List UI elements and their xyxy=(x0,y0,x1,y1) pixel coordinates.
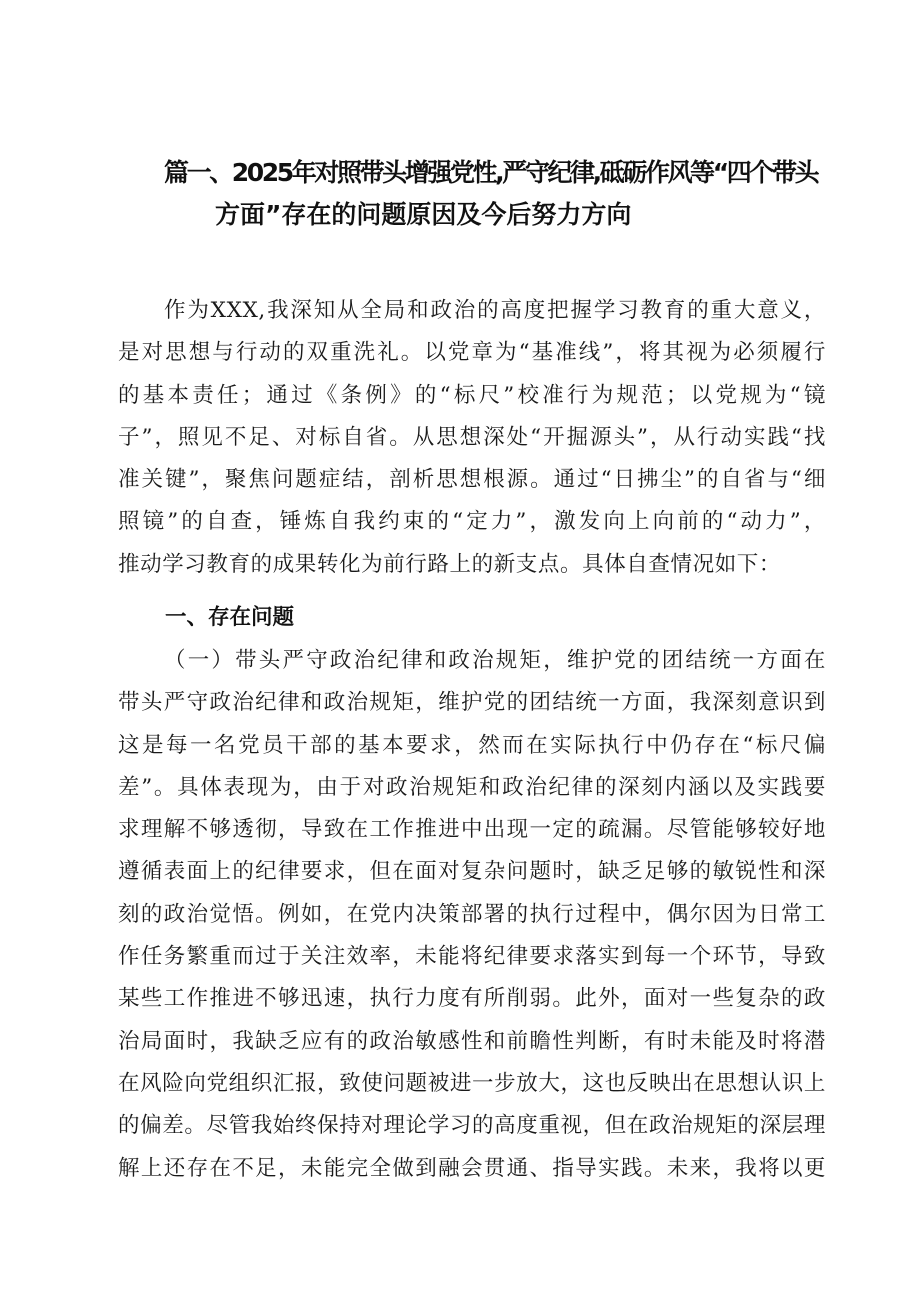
paragraph-line: 解上还存在不足，未能完全做到融会贯通、指导实践。未来，我将以更 xyxy=(118,1155,826,1181)
document-title xyxy=(118,152,818,236)
title-line-1: 篇一、2025年对照带头增强党性,严守纪律,砥砺作风等“四个带头 xyxy=(164,158,818,187)
paragraph-line: 推动学习教育的成果转化为前行路上的新支点。具体自查情况如下： xyxy=(118,551,782,577)
paragraph-line: 刻的政治觉悟。例如，在党内决策部署的执行过程中，偶尔因为日常工 xyxy=(118,901,826,927)
paragraph-line: 子”，照见不足、对标自省。从思想深处“开掘源头”，从行动实践“找 xyxy=(118,424,826,450)
paragraph-line: 治局面时，我缺乏应有的政治敏感性和前瞻性判断，有时未能及时将潜 xyxy=(118,1028,826,1054)
paragraph-line: 带头严守政治纪律和政治规矩，维护党的团结统一方面，我深刻意识到 xyxy=(118,690,826,716)
section-heading: 一、存在问题 xyxy=(165,605,295,630)
paragraph-line: 作为XXX,我深知从全局和政治的高度把握学习教育的重大意义， xyxy=(164,298,826,323)
paragraph-line: 照镜”的自查，锤炼自我约束的“定力”，激发向上向前的“动力”， xyxy=(118,509,826,535)
paragraph-line: 作任务繁重而过于关注效率，未能将纪律要求落实到每一个环节，导致 xyxy=(118,944,826,970)
intro-paragraph xyxy=(118,290,826,586)
paragraph-line: 是对思想与行动的双重洗礼。以党章为“基准线”，将其视为必须履行 xyxy=(118,340,826,366)
paragraph-line: 这是每一名党员干部的基本要求，然而在实际执行中仍存在“标尺偏 xyxy=(118,732,826,758)
paragraph-line: 遵循表面上的纪律要求，但在面对复杂问题时，缺乏足够的敏锐性和深 xyxy=(118,859,826,885)
paragraph-line: （一）带头严守政治纪律和政治规矩，维护党的团结统一方面在 xyxy=(164,648,826,673)
title-line-2: 方面”存在的问题原因及今后努力方向 xyxy=(215,200,632,229)
paragraph-line: 某些工作推进不够迅速，执行力度有所削弱。此外，面对一些复杂的政 xyxy=(118,986,826,1012)
paragraph-line: 的偏差。尽管我始终保持对理论学习的高度重视，但在政治规矩的深层理 xyxy=(118,1113,826,1139)
paragraph-line: 准关键”，聚焦问题症结，剖析思想根源。通过“日拂尘”的自省与“细 xyxy=(118,467,826,493)
paragraph-line: 求理解不够透彻，导致在工作推进中出现一定的疏漏。尽管能够较好地 xyxy=(118,817,826,843)
paragraph-line: 差”。具体表现为，由于对政治规矩和政治纪律的深刻内涵以及实践要 xyxy=(118,774,826,800)
paragraph-line: 在风险向党组织汇报，致使问题被进一步放大，这也反映出在思想认识上 xyxy=(118,1070,826,1096)
paragraph-line: 的基本责任；通过《条例》的“标尺”校准行为规范；以党规为“镜 xyxy=(118,382,826,408)
section-paragraph xyxy=(118,640,826,1190)
